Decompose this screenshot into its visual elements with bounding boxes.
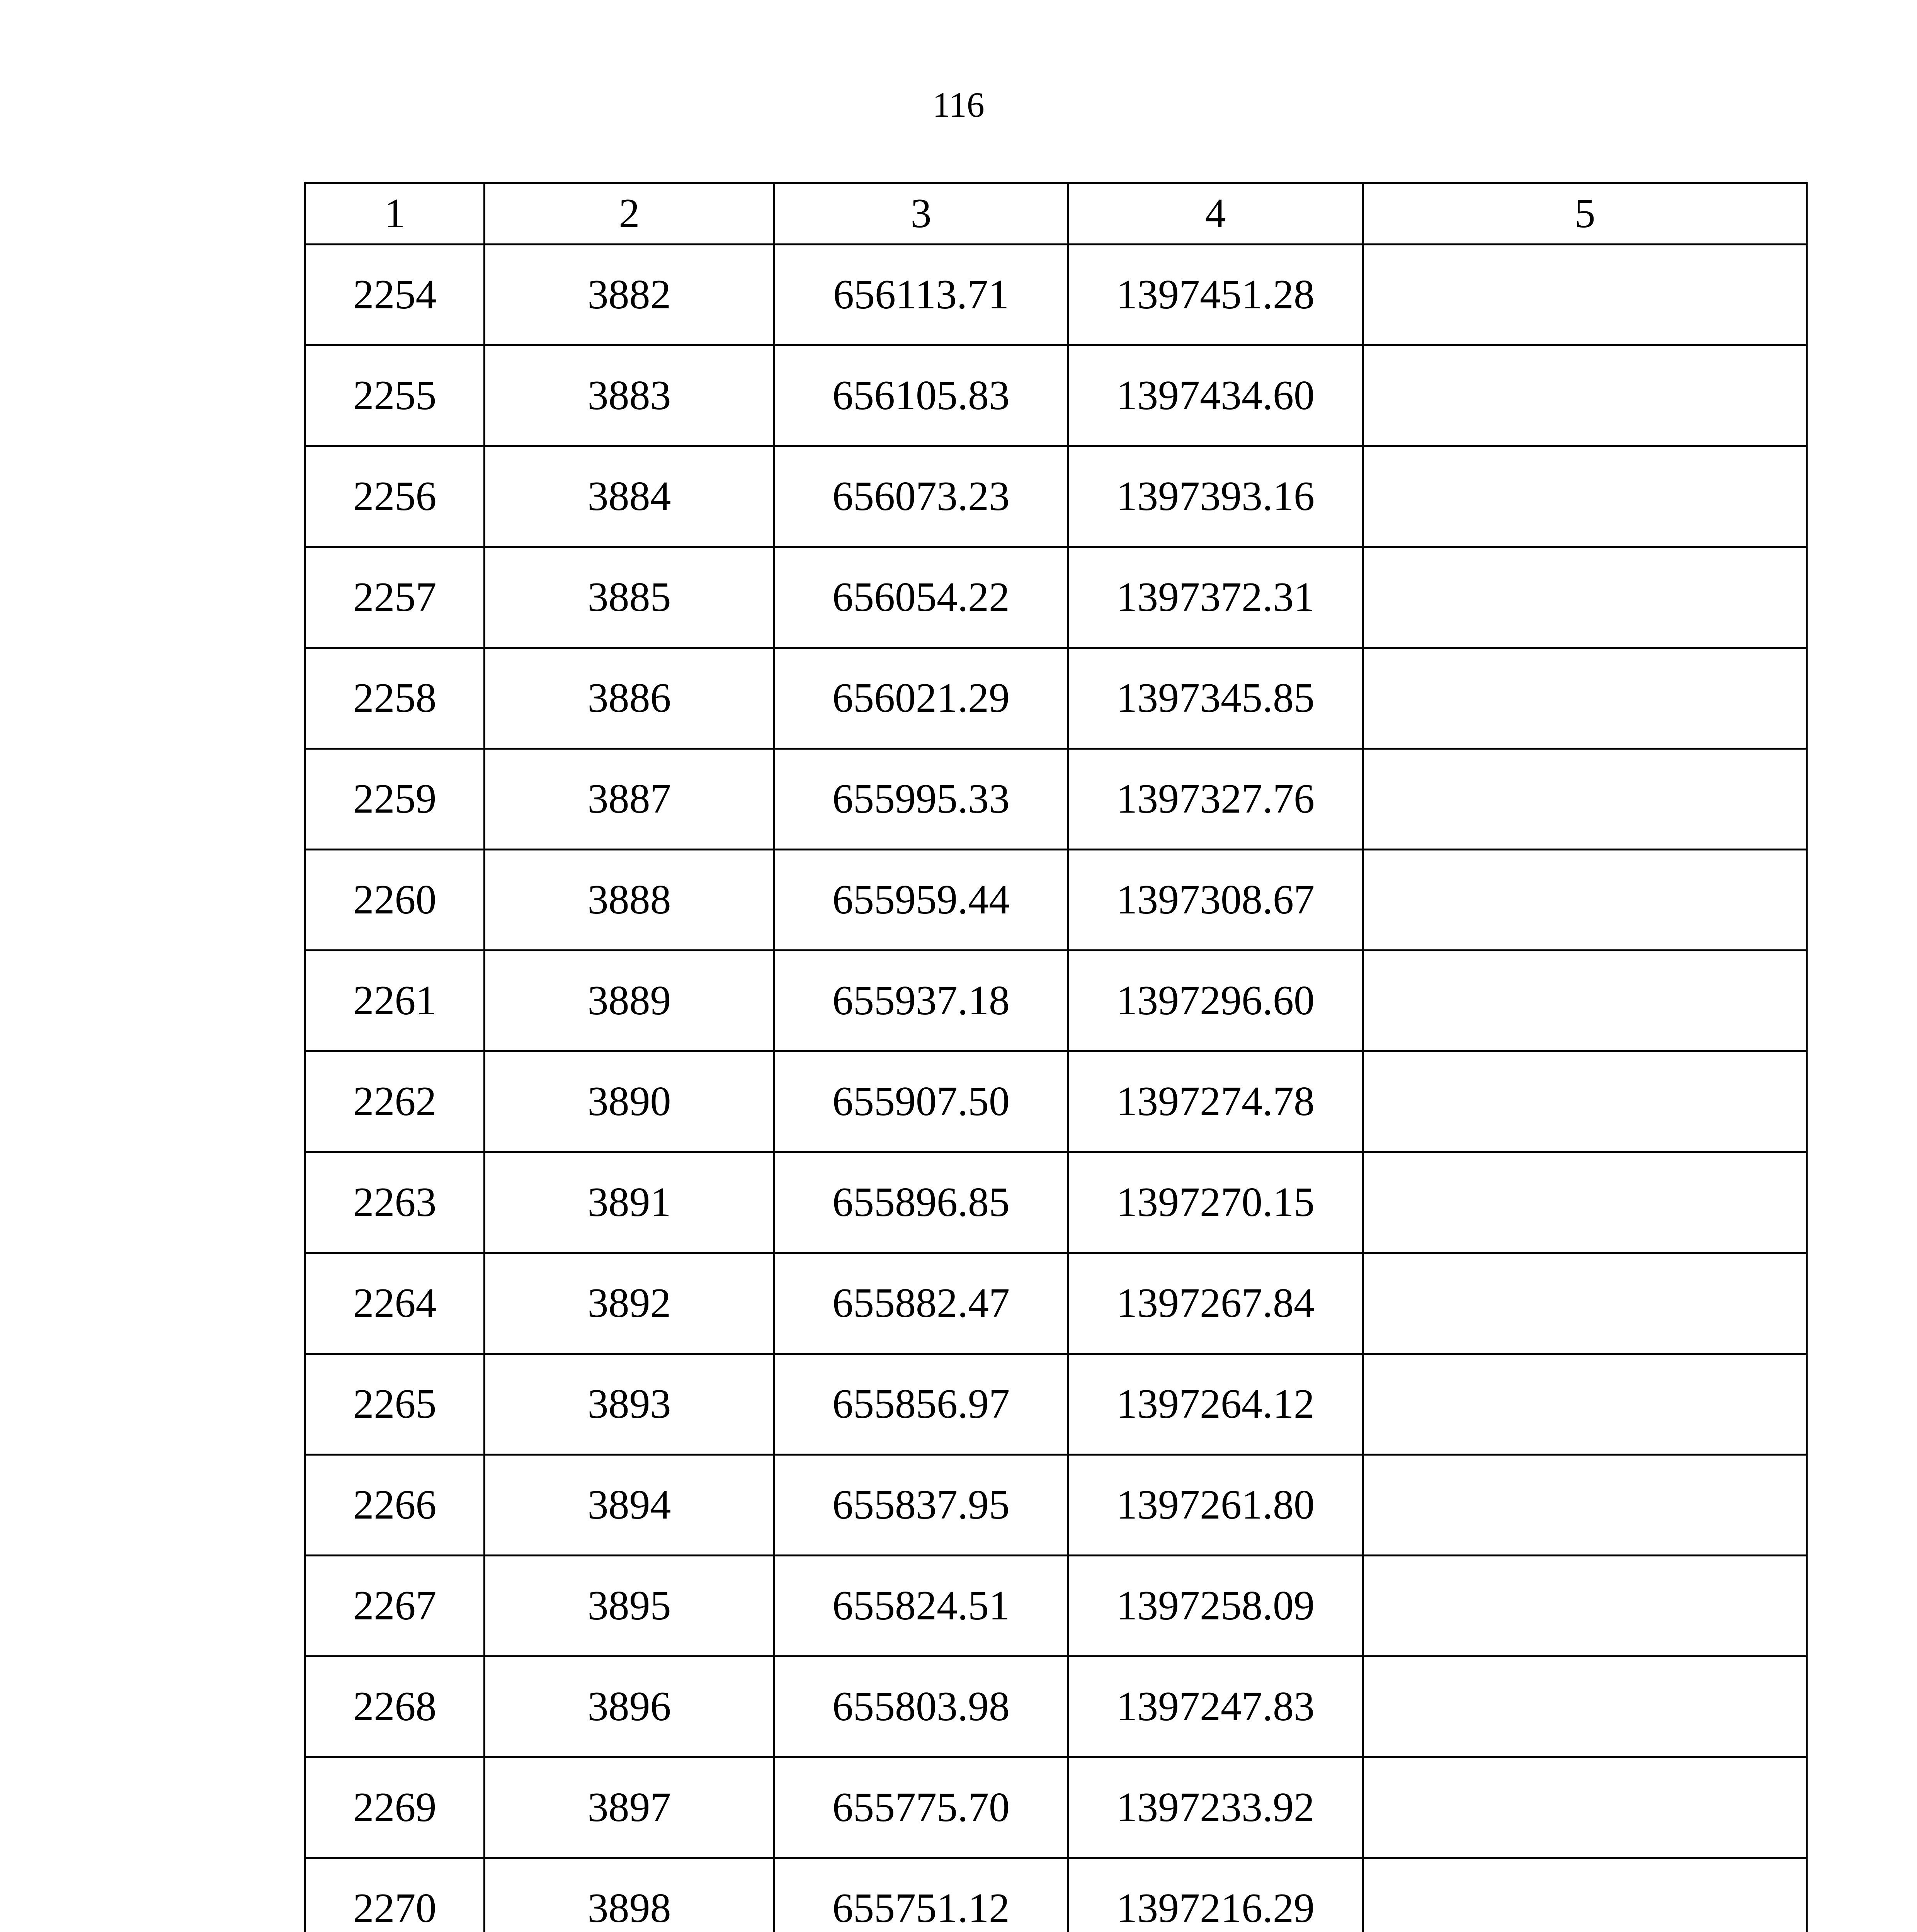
table-row <box>305 1556 1807 1656</box>
table-cell-col-4: 1397274.78 <box>1068 1051 1363 1152</box>
header-row <box>305 183 1807 245</box>
table-cell-col-4: 1397327.76 <box>1068 749 1363 850</box>
table-cell-col-2: 3884 <box>485 446 774 547</box>
table-cell-col-3: 656113.71 <box>774 245 1068 345</box>
table-row <box>305 245 1807 345</box>
table-cell-col-5 <box>1363 1656 1807 1757</box>
table-cell-col-1: 2265 <box>305 1354 485 1455</box>
table-cell-col-3: 655751.12 <box>774 1858 1068 1932</box>
table-cell-col-2: 3893 <box>485 1354 774 1455</box>
table-cell-col-1: 2254 <box>305 245 485 345</box>
table-cell-col-2: 3895 <box>485 1556 774 1656</box>
table-cell-col-3: 655803.98 <box>774 1656 1068 1757</box>
table-cell-col-5 <box>1363 1354 1807 1455</box>
table-row <box>305 1858 1807 1932</box>
table-cell-col-3: 655937.18 <box>774 951 1068 1051</box>
table-row <box>305 1253 1807 1354</box>
table-cell-col-3: 655775.70 <box>774 1757 1068 1858</box>
table-cell-col-5 <box>1363 345 1807 446</box>
page-number: 116 <box>932 85 985 124</box>
table-cell-col-3: 655824.51 <box>774 1556 1068 1656</box>
table-cell-col-3: 656054.22 <box>774 547 1068 648</box>
table-cell-col-2: 3883 <box>485 345 774 446</box>
table-cell-col-1: 2263 <box>305 1152 485 1253</box>
table-cell-col-4: 1397233.92 <box>1068 1757 1363 1858</box>
table-cell-col-4: 1397267.84 <box>1068 1253 1363 1354</box>
coordinates-table <box>304 182 1808 1932</box>
table-cell-col-5 <box>1363 1757 1807 1858</box>
table-cell-col-4: 1397270.15 <box>1068 1152 1363 1253</box>
table-row <box>305 1051 1807 1152</box>
table-cell-col-3: 656073.23 <box>774 446 1068 547</box>
table-cell-col-1: 2257 <box>305 547 485 648</box>
table-cell-col-5 <box>1363 749 1807 850</box>
table-cell-col-2: 3894 <box>485 1455 774 1556</box>
table-row <box>305 446 1807 547</box>
table-cell-col-3: 656105.83 <box>774 345 1068 446</box>
table-row <box>305 1656 1807 1757</box>
table-cell-col-3: 656021.29 <box>774 648 1068 749</box>
table-cell-col-1: 2255 <box>305 345 485 446</box>
table-cell-col-3: 655882.47 <box>774 1253 1068 1354</box>
table-cell-col-1: 2260 <box>305 850 485 951</box>
table-cell-col-5 <box>1363 547 1807 648</box>
table-cell-col-2: 3882 <box>485 245 774 345</box>
table-cell-col-5 <box>1363 648 1807 749</box>
table-cell-col-4: 1397451.28 <box>1068 245 1363 345</box>
column-header-3: 3 <box>774 183 1068 245</box>
column-header-2: 2 <box>485 183 774 245</box>
table-cell-col-2: 3886 <box>485 648 774 749</box>
table-cell-col-2: 3898 <box>485 1858 774 1932</box>
table-row <box>305 1152 1807 1253</box>
table-cell-col-4: 1397434.60 <box>1068 345 1363 446</box>
table-cell-col-1: 2267 <box>305 1556 485 1656</box>
table-cell-col-4: 1397261.80 <box>1068 1455 1363 1556</box>
table-cell-col-5 <box>1363 446 1807 547</box>
table-cell-col-4: 1397372.31 <box>1068 547 1363 648</box>
table-cell-col-3: 655995.33 <box>774 749 1068 850</box>
table-cell-col-4: 1397247.83 <box>1068 1656 1363 1757</box>
table-cell-col-1: 2266 <box>305 1455 485 1556</box>
column-header-1: 1 <box>305 183 485 245</box>
table-cell-col-5 <box>1363 850 1807 951</box>
table-cell-col-2: 3896 <box>485 1656 774 1757</box>
table-cell-col-5 <box>1363 1051 1807 1152</box>
table-cell-col-2: 3897 <box>485 1757 774 1858</box>
table-cell-col-2: 3889 <box>485 951 774 1051</box>
table-cell-col-4: 1397264.12 <box>1068 1354 1363 1455</box>
column-header-4: 4 <box>1068 183 1363 245</box>
table-cell-col-5 <box>1363 1253 1807 1354</box>
table-row <box>305 951 1807 1051</box>
table-cell-col-2: 3890 <box>485 1051 774 1152</box>
table-row <box>305 1757 1807 1858</box>
table-header <box>305 183 1807 245</box>
table-cell-col-2: 3892 <box>485 1253 774 1354</box>
table-cell-col-3: 655856.97 <box>774 1354 1068 1455</box>
table-cell-col-1: 2270 <box>305 1858 485 1932</box>
table-cell-col-1: 2259 <box>305 749 485 850</box>
table-cell-col-4: 1397345.85 <box>1068 648 1363 749</box>
table-row <box>305 1455 1807 1556</box>
table-cell-col-1: 2264 <box>305 1253 485 1354</box>
table-cell-col-5 <box>1363 1556 1807 1656</box>
table-row <box>305 547 1807 648</box>
table-cell-col-4: 1397296.60 <box>1068 951 1363 1051</box>
table-row <box>305 345 1807 446</box>
table-cell-col-2: 3885 <box>485 547 774 648</box>
table-cell-col-5 <box>1363 1152 1807 1253</box>
table-row <box>305 648 1807 749</box>
table-cell-col-1: 2268 <box>305 1656 485 1757</box>
table-cell-col-4: 1397393.16 <box>1068 446 1363 547</box>
table-cell-col-3: 655907.50 <box>774 1051 1068 1152</box>
table-cell-col-1: 2256 <box>305 446 485 547</box>
table-cell-col-5 <box>1363 245 1807 345</box>
table-cell-col-4: 1397258.09 <box>1068 1556 1363 1656</box>
table-cell-col-2: 3891 <box>485 1152 774 1253</box>
table-cell-col-3: 655837.95 <box>774 1455 1068 1556</box>
table-cell-col-4: 1397216.29 <box>1068 1858 1363 1932</box>
table-row <box>305 1354 1807 1455</box>
table-row <box>305 749 1807 850</box>
table-cell-col-5 <box>1363 951 1807 1051</box>
table-cell-col-1: 2258 <box>305 648 485 749</box>
table-row <box>305 850 1807 951</box>
table-cell-col-5 <box>1363 1858 1807 1932</box>
table-cell-col-2: 3888 <box>485 850 774 951</box>
table-cell-col-1: 2262 <box>305 1051 485 1152</box>
table-cell-col-5 <box>1363 1455 1807 1556</box>
table-cell-col-3: 655896.85 <box>774 1152 1068 1253</box>
table-cell-col-3: 655959.44 <box>774 850 1068 951</box>
table-cell-col-1: 2269 <box>305 1757 485 1858</box>
table-cell-col-2: 3887 <box>485 749 774 850</box>
table-cell-col-4: 1397308.67 <box>1068 850 1363 951</box>
table-cell-col-1: 2261 <box>305 951 485 1051</box>
column-header-5: 5 <box>1363 183 1807 245</box>
table-body <box>305 245 1807 1932</box>
